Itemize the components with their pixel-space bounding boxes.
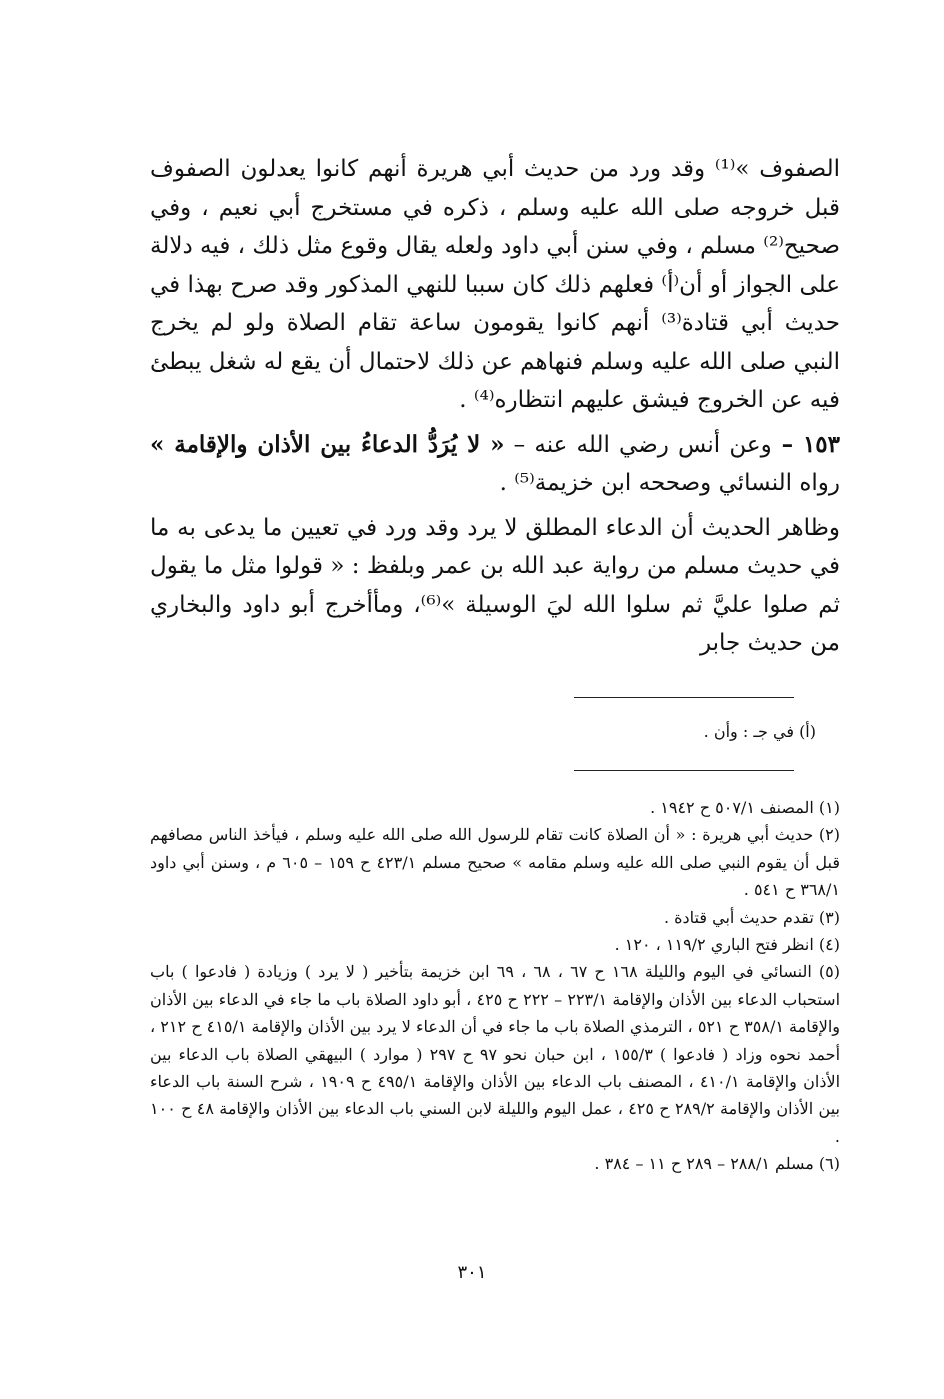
footnote-3: (٣) تقدم حديث أبي قتادة . [664,907,840,927]
variant-note: (أ) في جـ : وأن . [703,722,816,741]
footnote-separator [574,770,794,771]
footnote-4: (٤) انظر فتح الباري ١١٩/٢ ، ١٢٠ . [614,935,840,955]
hadith-number: ١٥٣ – [771,430,841,458]
page-number: ٣٠١ [457,1262,487,1283]
paragraph-3: وظاهر الحديث أن الدعاء المطلق لا يرد وقد ورد في تعيين ما يدعى به ما في حديث مسلم من رواية عبد الله بن عمر وبلفظ : « قولوا مثل ما يقول ثم صلوا عليَّ ثم سلوا الله ليَ الوسيلة »⁽⁶⁾، ومأأخرج أبو داود والبخاري من حديث جابر [150,514,840,656]
hadith-153 [150,426,840,503]
footnote-6: (٦) مسلم ٢٨٨/١ – ٢٨٩ ح ١١ – ٣٨٤ . [594,1154,840,1174]
footnote-5: (٥) النسائي في اليوم والليلة ١٦٨ ح ٦٧ ، ٦٨ ، ٦٩ ابن خزيمة بتأخير ( لا يرد ) وزيادة ( فادعوا ) باب استحباب الدعاء بين الأذان والإقامة ٢٢٣/١ – ٢٢٢ ح ٤٢٥ ، أبو داود الصلاة باب ما جاء في الدعاء بين الأذان والإقامة ٣٥٨/١ ح ٥٢١ ، الترمذي الصلاة باب ما جاء في أن الدعاء لا يرد بين الأذان والإقامة ٤١٥/١ ح ٢١٢ ، أحمد نحوه وزاد ( فادعوا ) ١٥٥/٣ ، ابن حبان نحو ٩٧ ح ٢٩٧ ( موارد ) البيهقي الصلاة باب الدعاء بين الأذان والإقامة ٤١٠/١ ، المصنف باب الدعاء بين الأذان والإقامة ٤٩٥/١ ح ١٩٠٩ ، شرح السنة باب الدعاء بين الأذان والإقامة ٢٨٩/٢ ح ٤٢٥ ، عمل اليوم والليلة لابن السني باب الدعاء بين الأذان والإقامة ٤٨ ح ١٠٠ . [150,962,841,1146]
hadith-text: « لا يُرَدُّ الدعاءُ بين الأذان والإقامة » [150,430,505,458]
footnotes [150,794,840,1178]
variant-separator [574,697,794,698]
footnote-2: (٢) حديث أبي هريرة : « أن الصلاة كانت تقام للرسول الله صلى الله عليه وسلم ، فيأخذ الناس مصافهم قبل أن يقوم النبي صلى الله عليه وسلم مقامه » صحيح مسلم ٤٢٣/١ ح ١٥٩ – ٦٠٥ م ، وسنن أبي داود ٣٦٨/١ ح ٥٤١ . [150,825,841,900]
paragraph-1: الصفوف »⁽¹⁾ وقد ورد من حديث أبي هريرة أنهم كانوا يعدلون الصفوف قبل خروجه صلى الله عليه وسلم ، ذكره في مستخرج أبي نعيم ، وفي صحيح⁽²⁾ مسلم ، وفي سنن أبي داود ولعله يقال وقوع مثل ذلك ، فيه دلالة على الجواز أو أن⁽أ⁾ فعلهم ذلك كان سببا للنهي المذكور وقد صرح بهذا في حديث أبي قتادة⁽³⁾ أنهم كانوا يقومون ساعة تقام الصلاة ولو لم يخرج النبي صلى الله عليه وسلم فنهاهم عن ذلك لاحتمال أن يقع له شغل يبطئ فيه عن الخروج فيشق عليهم انتظاره⁽⁴⁾ . [150,156,841,413]
hadith-source: رواه النسائي وصححه ابن خزيمة⁽⁵⁾ . [499,470,840,496]
hadith-intro: وعن أنس رضي الله عنه – [504,431,772,458]
main-text [150,150,840,663]
footnote-1: (١) المصنف ٥٠٧/١ ح ١٩٤٢ . [650,798,840,817]
